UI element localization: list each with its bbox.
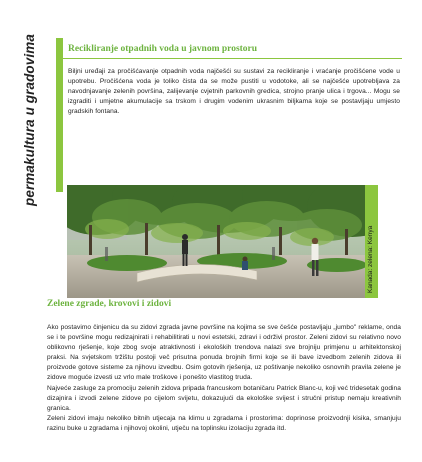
paragraph: Zeleni zidovi imaju nekoliko bitnih utjecaja na klimu u zgradama i prostorima: doprinose proizvodnji kisika, smanjuju razinu buke u zgradama i njihovoj okolini, utječu na toplinsku izolaciju zgrada itd. — [47, 414, 401, 432]
section-heading-recycling: Recikliranje otpadnih voda u javnom prostoru — [68, 44, 258, 54]
paragraph: Najveće zasluge za promociju zelenih zidova pripada francuskom botaničaru Patrick Blanc-u, koji već tridesetak godina dizajnira i izvodi zelene zidove po cijelom svijetu, dokazujući da ekološke svijest i stručni pristup nemaju kreativnih granica. — [47, 384, 401, 412]
photo-caption-bar — [365, 185, 378, 298]
accent-bar — [56, 38, 63, 192]
section-paragraph-recycling — [68, 67, 400, 117]
park-photo-illustration — [67, 185, 378, 298]
section-paragraphs-green-buildings — [47, 323, 401, 434]
sidebar-title-text: permakultura u gradovima — [22, 34, 37, 206]
paragraph: Biljni uređaji za pročišćavanje otpadnih voda najčešći su sustavi za recikliranje i vraćanje pročišćene vode u upotrebu. Pročišćena voda je toliko čista da se može pustiti u vodotoke, ali se najčešće upotrebljava za navodnjavanje zelenih površina, zalijevanje cvjetnih parkovnih gredica, strojno pranje ulica i trgova... Mogu se izgraditi i umjetne akumulacije sa trskom i drugim vodenim ukrasnim biljkama koje se postavljaju umjesto gradskih fontana. — [68, 68, 400, 116]
section-heading-green-buildings: Zelene zgrade, krovovi i zidovi — [47, 299, 172, 309]
sidebar-title — [20, 34, 42, 208]
park-photo — [67, 185, 378, 298]
paragraph: Ako postavimo činjenicu da su zidovi zgrada javne površine na kojima se sve češće postavljaju „jumbo" reklame, onda se i te površine mogu redizajnirati i rehabilitirati u novi estetski, zdravi i održivi prostor. Zeleni zidovi su relativno novo oblikovno rješenje, koje zbog svoje atraktivnosti i ekoloških trendova nalazi sve brojniju primjenu u arhitektonskoj praksi. Na svjetskom tržištu postoji več prisutna ponuda brojnih firmi koje se ili bave izvedbom zelenih zidova ili proizvode gotove sisteme za njihovu izvedbu. Osim gotovih rješenja, uz poštivanje nekoliko osnovnih pravila zelene je zidove moguće izvesti uz vrlo male troškove i ponešto vlastitog truda. — [47, 324, 401, 382]
photo-caption: Kanada: zelena: Kenya — [367, 225, 374, 293]
accent-rule — [56, 58, 402, 59]
